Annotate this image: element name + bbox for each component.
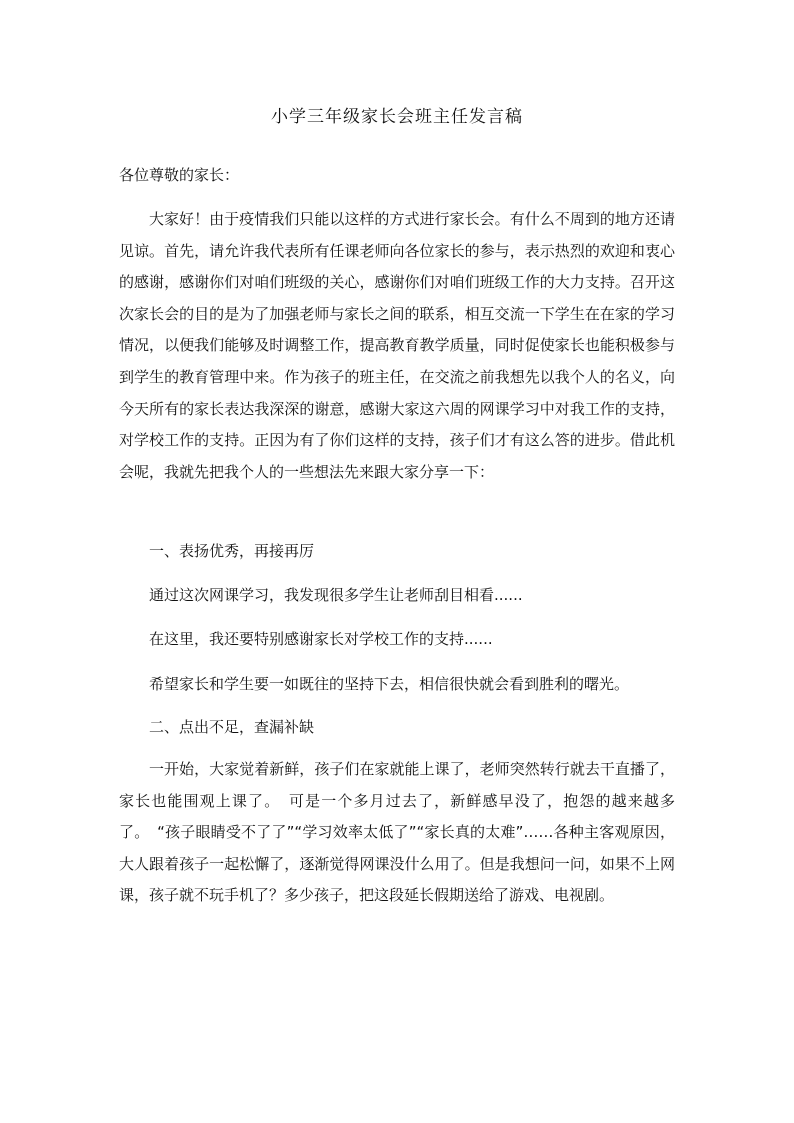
paragraph-shortcomings: 一开始，大家觉着新鲜，孩子们在家就能上课了，老师突然转行就去干直播了，家长也能围观上课了。 可是一个多月过去了，新鲜感早没了，抱怨的越来越多了。 “孩子眼睛受不了了”“学习效率太低了”“家长真的太难”……各种主客观原因，大人跟着孩子一起松懈了，逐渐觉得网课没什么用了。但是我想问一问，如果不上网课，孩子就不玩手机了？多少孩子，把这段延长假期送给了游戏、电视剧。 (119, 760, 675, 905)
section-praise-line: 通过这次网课学习，我发现很多学生让老师刮目相看...... (149, 586, 523, 604)
section-heading-praise: 一、表扬优秀，再接再厉 (149, 542, 315, 560)
section-praise-line: 在这里，我还要特别感谢家长对学校工作的支持...... (149, 630, 493, 648)
paragraph-intro: 大家好！由于疫情我们只能以这样的方式进行家长会。有什么不周到的地方还请见谅。首先，请允许我代表所有任课老师向各位家长的参与，表示热烈的欢迎和衷心的感谢，感谢你们对咱们班级的关心，感谢你们对咱们班级工作的大力支持。召开这次家长会的目的是为了加强老师与家长之间的联系，相互交流一下学生在在家的学习情况，以便我们能够及时调整工作，提高教育教学质量，同时促使家长也能积极参与到学生的教育管理中来。作为孩子的班主任，在交流之前我想先以我个人的名义，向今天所有的家长表达我深深的谢意，感谢大家这六周的网课学习中对我工作的支持，对学校工作的支持。正因为有了你们这样的支持，孩子们才有这么答的进步。借此机会呢，我就先把我个人的一些想法先来跟大家分享一下： (119, 210, 675, 481)
section-praise-line: 希望家长和学生要一如既往的坚持下去，相信很快就会看到胜利的曙光。 (149, 675, 630, 693)
salutation: 各位尊敬的家长： (119, 166, 240, 184)
document-title: 小学三年级家长会班主任发言稿 (271, 107, 523, 127)
section-heading-shortcomings: 二、点出不足，查漏补缺 (149, 718, 315, 736)
